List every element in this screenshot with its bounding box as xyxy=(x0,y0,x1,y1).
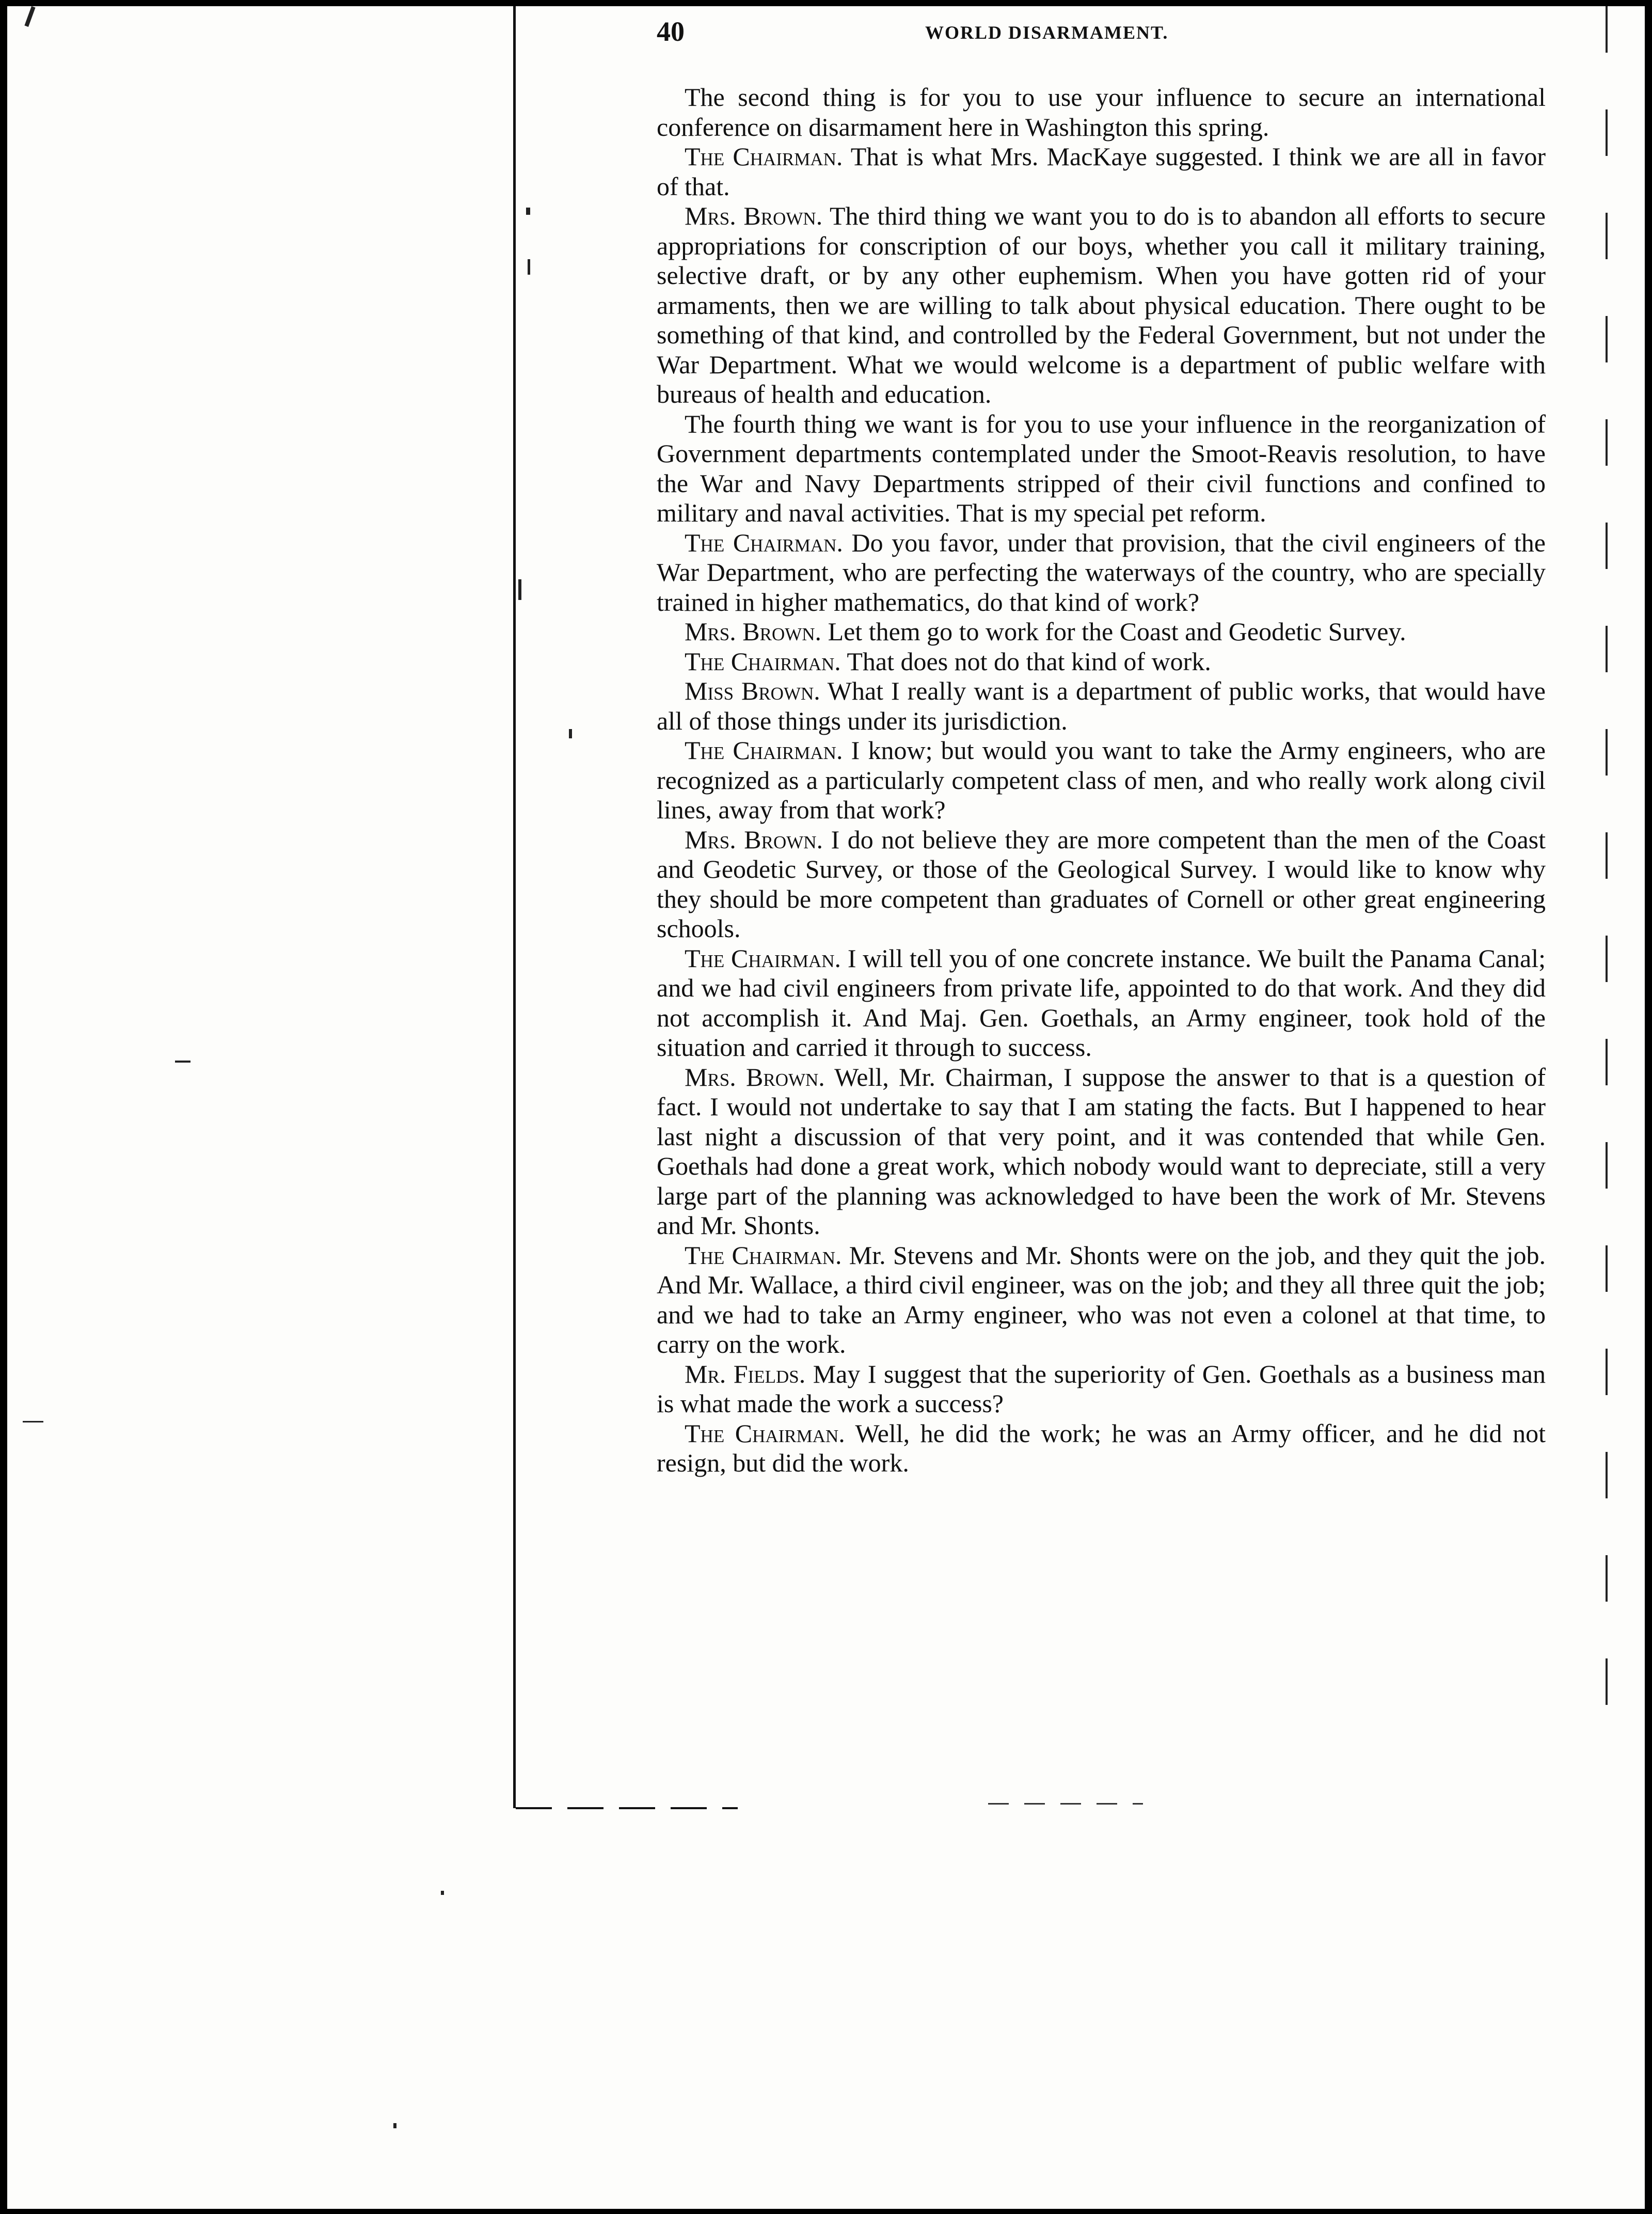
scan-speck xyxy=(518,579,521,600)
speaker-name: The Chairman. xyxy=(685,646,841,676)
paragraph-text: What I really want is a department of public works, that would have all of those things under its jurisdiction. xyxy=(657,676,1546,735)
paragraph-text: I know; but would you want to take the Army engineers, who are recognized as a particularly competent class of men, and who really work along civil lines, away from that work? xyxy=(657,736,1546,824)
paragraph-text: That does not do that kind of work. xyxy=(840,646,1211,676)
scan-speck xyxy=(393,2123,396,2128)
paragraph xyxy=(657,142,1546,201)
scan-speck xyxy=(24,6,35,27)
paragraph xyxy=(657,83,1546,142)
speaker-name: Mrs. Brown. xyxy=(685,1062,825,1092)
paragraph xyxy=(657,944,1546,1063)
paragraph-text: The second thing is for you to use your influence to secure an international conference on disarmament here in Washington this spring. xyxy=(657,83,1546,141)
paragraph-text: That is what Mrs. MacKaye suggested. I think we are all in favor of that. xyxy=(657,142,1546,201)
paragraph xyxy=(657,736,1546,825)
paragraph-text: The fourth thing we want is for you to use your influence in the reorganization of Government departments contemplated under the Smoot-Reavis resolution, to have the War and Navy Departments stripped of their civil functions and confined to military and naval activities. That is my special pet reform. xyxy=(657,409,1546,527)
paragraph xyxy=(657,528,1546,618)
speaker-name: The Chairman. xyxy=(685,943,841,973)
paragraph-text: I do not believe they are more competent than the men of the Coast and Geodetic Survey, or those of the Geological Survey. I would like to know why they should be more competent than graduates of Cornell or other great engineering schools. xyxy=(657,825,1546,943)
paragraph-text: The third thing we want you to do is to abandon all efforts to secure appropriations for conscription of our boys, whether you call it military training, selective draft, or by any other euphemism. When you have gotten rid of your armaments, then we are willing to talk about physical education. There ought to be something of that kind, and controlled by the Federal Government, but not under the War Department. What we would welcome is a department of public welfare with bureaus of health and education. xyxy=(657,201,1546,408)
speaker-name: Mrs. Brown. xyxy=(685,617,822,646)
paragraph xyxy=(657,676,1546,736)
scan-speck xyxy=(175,1061,190,1063)
speaker-name: The Chairman. xyxy=(685,1240,842,1270)
paragraph xyxy=(657,1359,1546,1419)
scanned-page xyxy=(7,6,1645,2209)
paragraph-text: May I suggest that the superiority of Gen. Goethals as a business man is what made the work a success? xyxy=(657,1359,1546,1418)
paragraph-text: I will tell you of one concrete instance. We built the Panama Canal; and we had civil engineers from private life, appointed to do that work. And they did not accomplish it. And Maj. Gen. Goethals, an Army engineer, took hold of the situation and carried it through to success. xyxy=(657,943,1546,1062)
body-text xyxy=(657,83,1546,1478)
scan-speck xyxy=(441,1891,444,1895)
running-title: WORLD DISARMAMENT. xyxy=(925,22,1169,43)
paragraph xyxy=(657,617,1546,647)
running-head xyxy=(657,15,1546,54)
speaker-name: The Chairman. xyxy=(685,736,843,765)
paragraph xyxy=(657,1241,1546,1359)
speaker-name: Mr. Fields. xyxy=(685,1359,806,1388)
paragraph xyxy=(657,647,1546,677)
paragraph xyxy=(657,825,1546,944)
scan-speck xyxy=(526,208,530,215)
page-number: 40 xyxy=(657,16,685,47)
paragraph xyxy=(657,1419,1546,1478)
scan-speck xyxy=(23,1421,43,1422)
paragraph-text: Do you favor, under that provision, that the civil engineers of the War Department, who are perfecting the waterways of the country, who are specially trained in higher mathematics, do that kind of work? xyxy=(657,528,1546,616)
speaker-name: Mrs. Brown. xyxy=(685,825,823,854)
speaker-name: The Chairman. xyxy=(685,528,843,557)
text-column xyxy=(657,15,1546,1478)
column-left-rule xyxy=(513,6,516,1808)
speaker-name: The Chairman. xyxy=(685,1418,845,1448)
speaker-name: Mrs. Brown. xyxy=(685,201,823,230)
speaker-name: Miss Brown. xyxy=(685,676,820,705)
speaker-name: The Chairman. xyxy=(685,142,843,171)
paragraph xyxy=(657,409,1546,528)
column-bottom-rule-right xyxy=(988,1803,1143,1805)
scan-speck xyxy=(569,729,572,738)
paragraph-text: Well, he did the work; he was an Army officer, and he did not resign, but did the work. xyxy=(657,1418,1546,1477)
paragraph-text: Let them go to work for the Coast and Geodetic Survey. xyxy=(821,617,1406,646)
scan-speck xyxy=(528,259,530,275)
paragraph-text: Mr. Stevens and Mr. Shonts were on the job, and they quit the job. And Mr. Wallace, a third civil engineer, was on the job; and they all three quit the job; and we had to take an Army engineer, who was not even a colonel at that time, to carry on the work. xyxy=(657,1240,1546,1358)
right-edge-rule xyxy=(1606,6,1608,1762)
column-bottom-rule xyxy=(516,1807,738,1809)
paragraph xyxy=(657,201,1546,409)
paragraph xyxy=(657,1063,1546,1241)
paragraph-text: Well, Mr. Chairman, I suppose the answer to that is a question of fact. I would not undertake to say that I am stating the facts. But I happened to hear last night a discussion of that very point, and it was contended that while Gen. Goethals had done a great work, which nobody would want to depreciate, still a very large part of the planning was acknowledged to have been the work of Mr. Stevens and Mr. Shonts. xyxy=(657,1062,1546,1240)
